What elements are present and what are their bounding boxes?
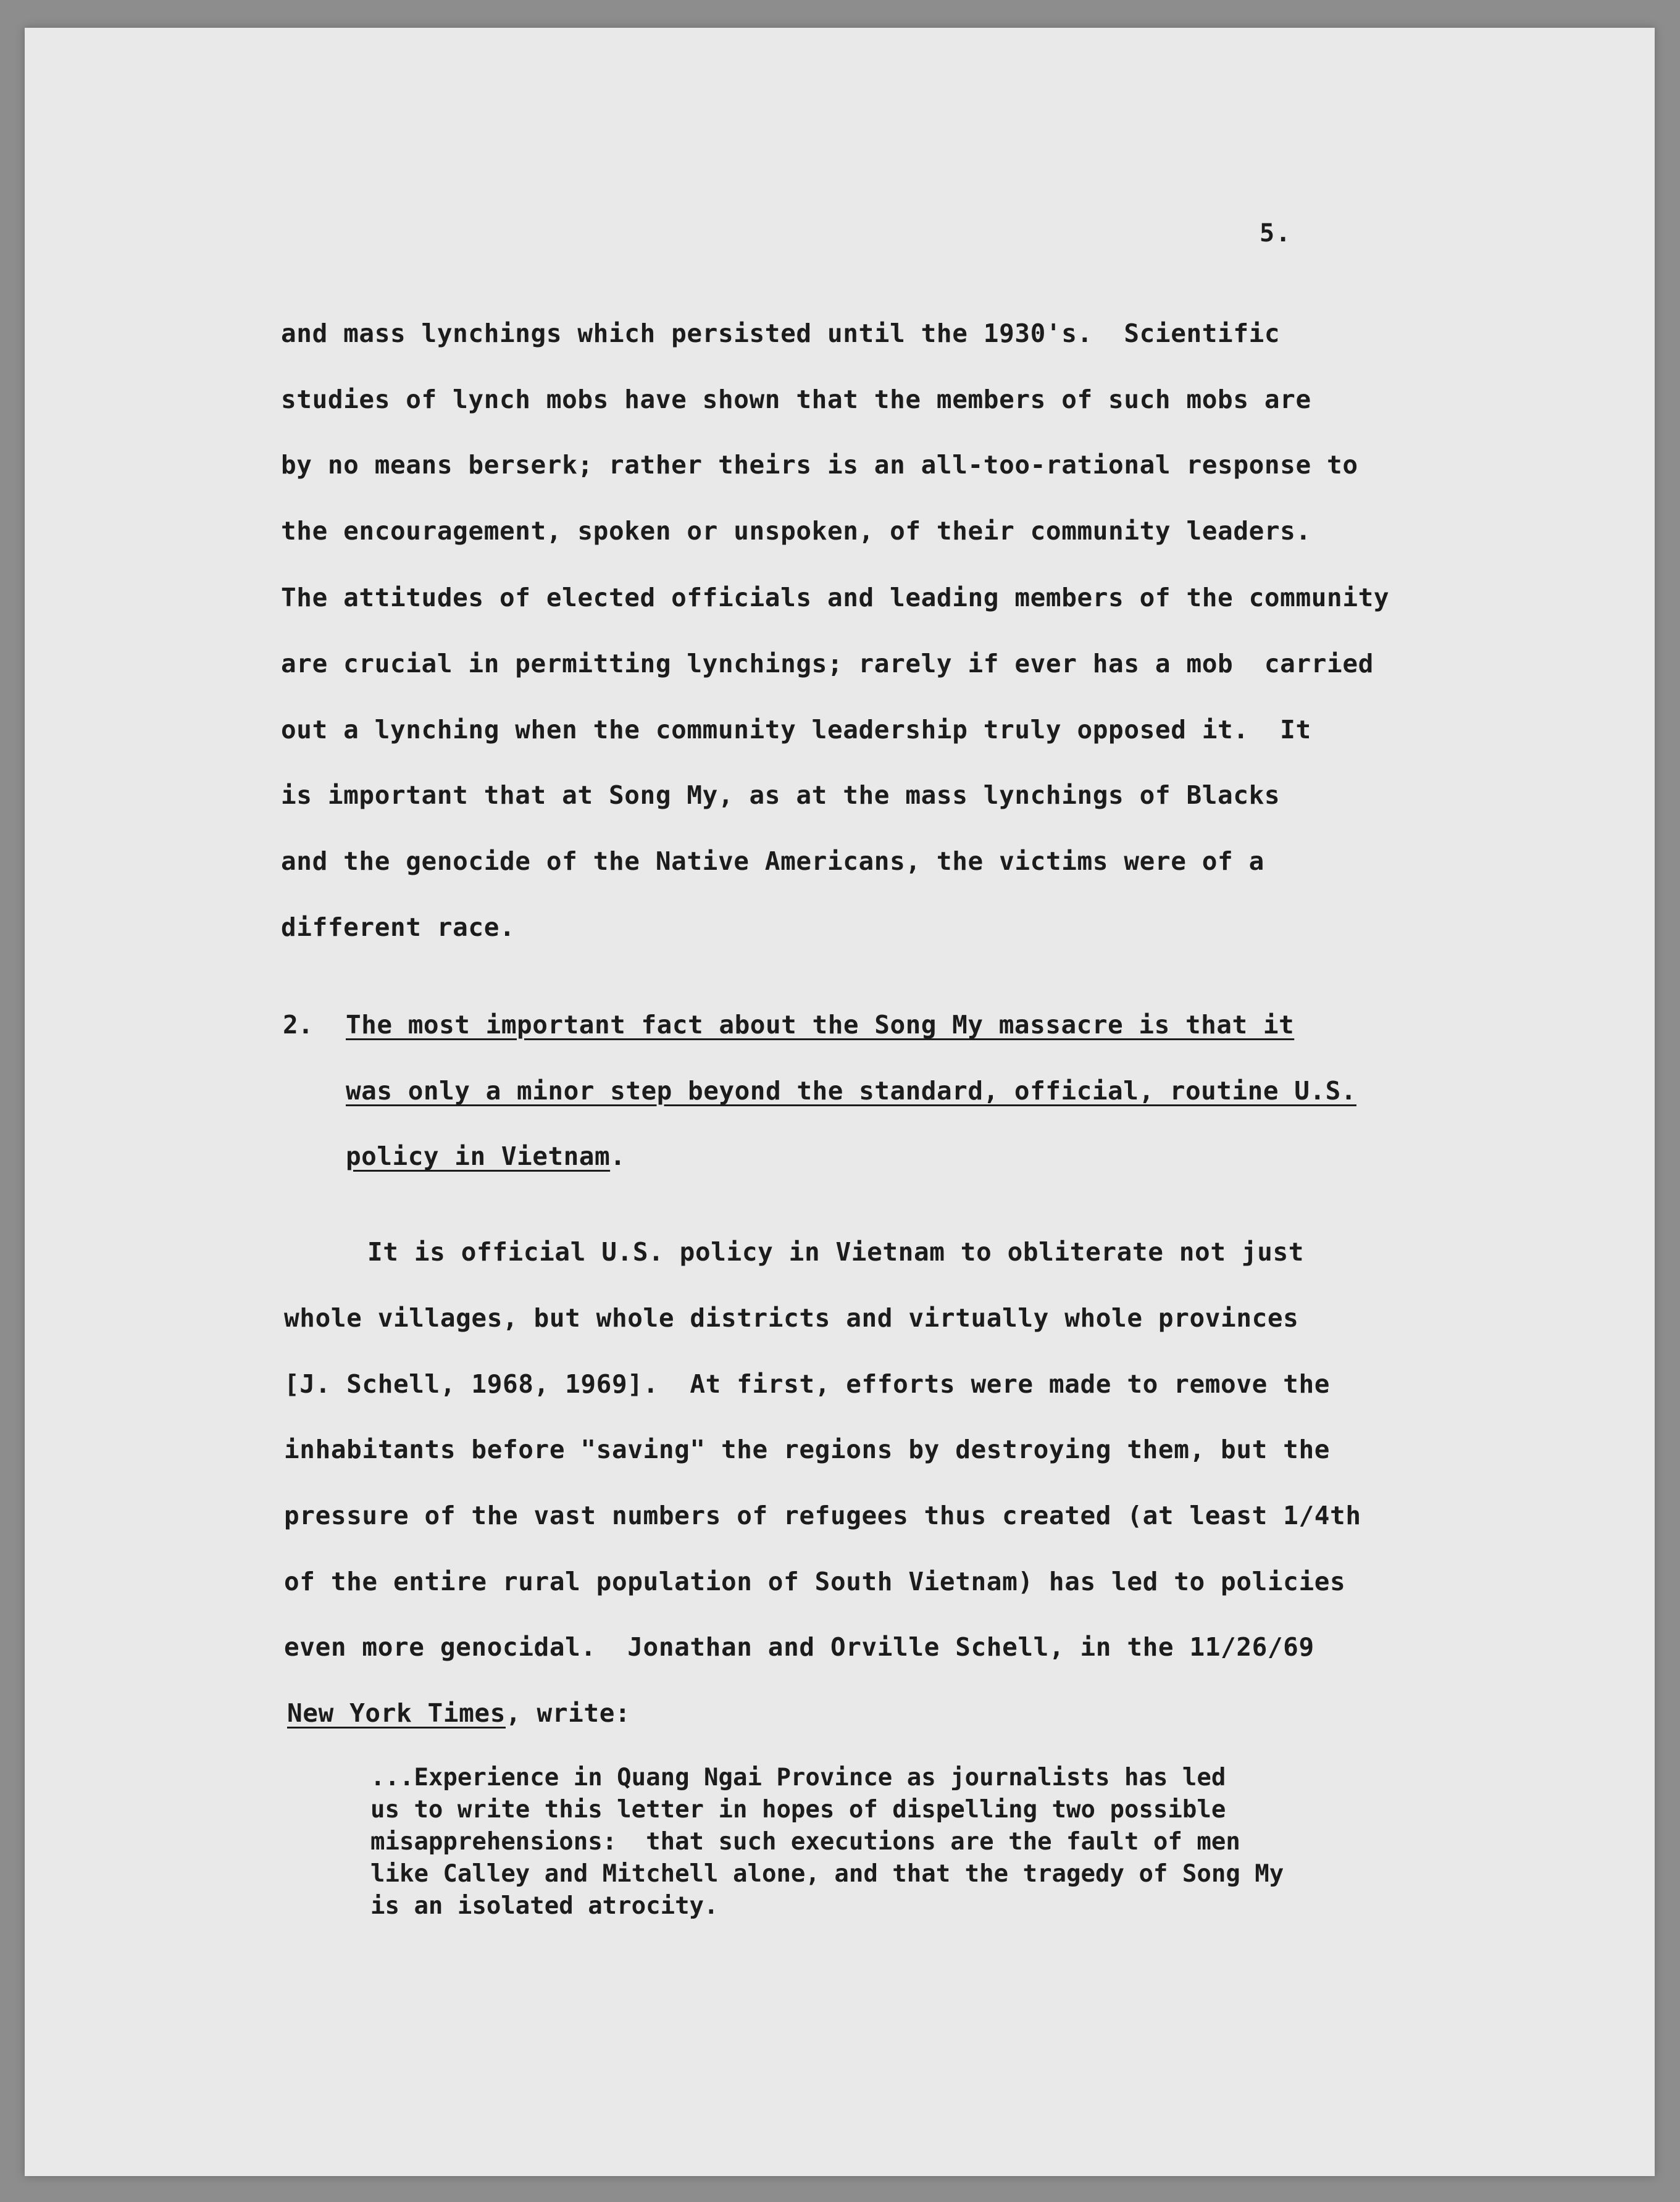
text-line: The attitudes of elected officials and leading members of the community <box>281 583 1390 612</box>
period: . <box>610 1141 626 1171</box>
newspaper-title: New York Times <box>287 1698 506 1728</box>
text-line: of the entire rural population of South Vietnam) has led to policies <box>284 1567 1346 1596</box>
underlined-line: was only a minor step beyond the standard, official, routine U.S. <box>346 1076 1356 1106</box>
text-line: by no means berserk; rather theirs is an all-too-rational response to <box>281 450 1358 480</box>
quote-line: like Calley and Mitchell alone, and that the tragedy of Song My <box>370 1860 1284 1888</box>
quote-line: misapprehensions: that such executions are the fault of men <box>370 1828 1240 1856</box>
source-line <box>287 1698 631 1728</box>
text-line: different race. <box>281 912 516 942</box>
quote-line: is an isolated atrocity. <box>370 1892 719 1920</box>
text-line: is important that at Song My, as at the mass lynchings of Blacks <box>281 780 1281 810</box>
text-line: and the genocide of the Native Americans, the victims were of a <box>281 846 1264 876</box>
text-line: studies of lynch mobs have shown that the members of such mobs are <box>281 385 1311 414</box>
text-line: pressure of the vast numbers of refugees thus created (at least 1/4th <box>284 1501 1361 1530</box>
source-tail: , write: <box>505 1698 631 1728</box>
quote-line: us to write this letter in hopes of dispelling two possible <box>370 1796 1226 1824</box>
text-line: are crucial in permitting lynchings; rarely if ever has a mob carried <box>281 649 1374 678</box>
text-line: [J. Schell, 1968, 1969]. At first, efforts were made to remove the <box>284 1369 1331 1399</box>
text-line: the encouragement, spoken or unspoken, of their community leaders. <box>281 516 1311 546</box>
text-line: even more genocidal. Jonathan and Orville Schell, in the 11/26/69 <box>284 1632 1314 1662</box>
text-line: and mass lynchings which persisted until the 1930's. Scientific <box>281 319 1281 348</box>
quote-line: ...Experience in Quang Ngai Province as journalists has led <box>370 1764 1226 1791</box>
underlined-line-with-period <box>346 1141 626 1171</box>
text-line: whole villages, but whole districts and virtually whole provinces <box>284 1303 1299 1333</box>
text-line: inhabitants before "saving" the regions by destroying them, but the <box>284 1435 1331 1464</box>
point-number: 2. <box>283 1010 314 1040</box>
text-line: out a lynching when the community leadership truly opposed it. It <box>281 715 1311 744</box>
page-number: 5. <box>1260 219 1292 248</box>
underlined-text: policy in Vietnam <box>346 1141 611 1171</box>
text-line: It is official U.S. policy in Vietnam to obliterate not just <box>367 1237 1305 1267</box>
underlined-line: The most important fact about the Song My massacre is that it <box>346 1010 1295 1040</box>
